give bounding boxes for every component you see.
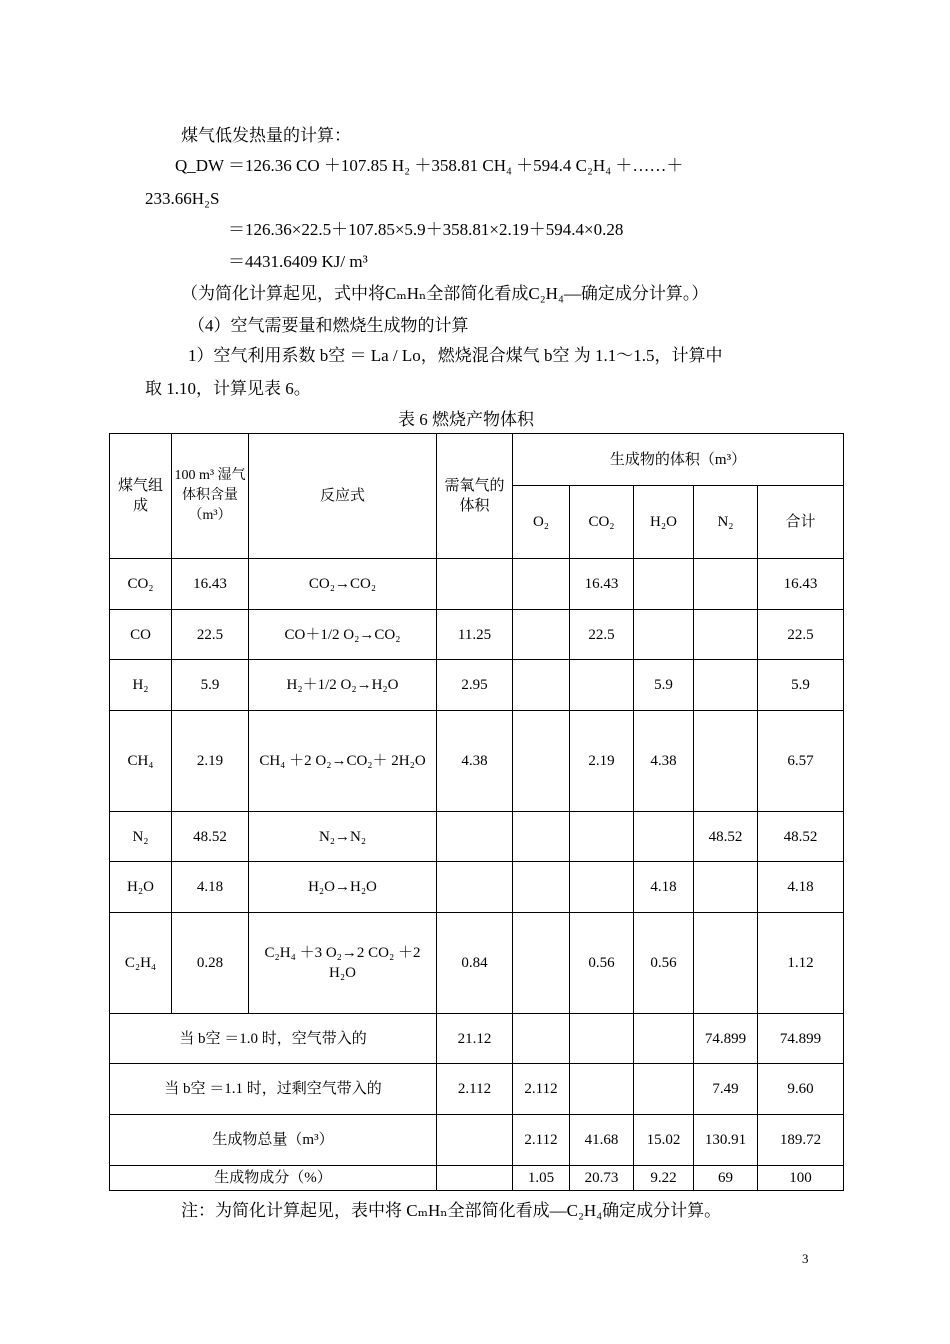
formula-line-4: ＝4431.6409 KJ/ m³ (228, 252, 368, 271)
formula-line-3: ＝126.36×22.5＋107.85×5.9＋358.81×2.19＋594.4×0.28 (228, 220, 624, 239)
header-o2: O₂ (513, 486, 570, 559)
cell-content: 0.28 (172, 913, 249, 1014)
cell-o2 (513, 610, 570, 660)
table-row (110, 559, 844, 610)
cell-gas: N₂ (110, 812, 172, 862)
text-line-4: 取 1.10，计算见表 6。 (145, 379, 311, 398)
cell-gas: CH₄ (110, 711, 172, 812)
table-row (110, 862, 844, 913)
cell-oxygen: 21.12 (437, 1014, 513, 1064)
table-row (110, 610, 844, 660)
cell-content: 5.9 (172, 660, 249, 711)
cell-h2o (634, 610, 694, 660)
cell-gas: CO (110, 610, 172, 660)
cell-reaction: H₂＋1/2 O₂→H₂O (249, 660, 437, 711)
cell-total: 22.5 (758, 610, 844, 660)
cell-total: 6.57 (758, 711, 844, 812)
cell-oxygen: 0.84 (437, 913, 513, 1014)
cell-total: 5.9 (758, 660, 844, 711)
cell-gas: CO₂ (110, 559, 172, 610)
table-note: 注：为简化计算起见，表中将 CₘHₙ全部简化看成—C₂H₄确定成分计算。 (181, 1201, 722, 1220)
cell-h2o: 4.38 (634, 711, 694, 812)
cell-n2: 7.49 (694, 1064, 758, 1115)
cell-n2 (694, 559, 758, 610)
header-oxygen: 需氧气的体积 (437, 434, 513, 559)
cell-co2: 22.5 (570, 610, 634, 660)
cell-n2 (694, 610, 758, 660)
cell-h2o (634, 559, 694, 610)
text-line-2: （为简化计算起见，式中将CₘHₙ全部简化看成C₂H₄—确定成分计算。） (181, 284, 709, 303)
cell-h2o (634, 1014, 694, 1064)
cell-label: 当 b空 ＝1.0 时，空气带入的 (110, 1014, 437, 1064)
table-row (110, 660, 844, 711)
header-gas: 煤气组成 (110, 434, 172, 559)
cell-gas: H₂ (110, 660, 172, 711)
cell-co2 (570, 660, 634, 711)
cell-oxygen: 2.95 (437, 660, 513, 711)
table-row (110, 711, 844, 812)
cell-co2 (570, 1014, 634, 1064)
air-row-2 (110, 1064, 844, 1115)
header-content: 100 m³ 湿气体积含量（m³） (172, 434, 249, 559)
cell-h2o (634, 812, 694, 862)
cell-content: 22.5 (172, 610, 249, 660)
cell-h2o: 9.22 (634, 1166, 694, 1191)
cell-n2 (694, 913, 758, 1014)
cell-o2 (513, 1014, 570, 1064)
text-line-3: 1）空气利用系数 b空 ＝ La / Lo，燃烧混合煤气 b空 为 1.1～1.5，计算中 (188, 346, 723, 365)
cell-co2: 2.19 (570, 711, 634, 812)
cell-total: 1.12 (758, 913, 844, 1014)
cell-n2 (694, 862, 758, 913)
cell-reaction: CO＋1/2 O₂→CO₂ (249, 610, 437, 660)
header-n2: N₂ (694, 486, 758, 559)
header-total: 合计 (758, 486, 844, 559)
cell-o2 (513, 812, 570, 862)
cell-o2 (513, 660, 570, 711)
cell-label: 生成物总量（m³） (110, 1115, 437, 1166)
cell-n2: 48.52 (694, 812, 758, 862)
cell-total: 100 (758, 1166, 844, 1191)
cell-content: 2.19 (172, 711, 249, 812)
cell-o2 (513, 862, 570, 913)
header-co2: CO₂ (570, 486, 634, 559)
cell-n2: 130.91 (694, 1115, 758, 1166)
cell-o2 (513, 711, 570, 812)
air-row-1 (110, 1014, 844, 1064)
cell-label: 生成物成分（%） (110, 1166, 437, 1191)
cell-total: 4.18 (758, 862, 844, 913)
cell-h2o (634, 1064, 694, 1115)
table-row (110, 913, 844, 1014)
cell-total: 9.60 (758, 1064, 844, 1115)
cell-n2: 74.899 (694, 1014, 758, 1064)
cell-h2o: 0.56 (634, 913, 694, 1014)
cell-oxygen (437, 862, 513, 913)
cell-o2: 2.112 (513, 1064, 570, 1115)
cell-reaction: N₂→N₂ (249, 812, 437, 862)
header-reaction: 反应式 (249, 434, 437, 559)
cell-total: 16.43 (758, 559, 844, 610)
cell-oxygen (437, 1166, 513, 1191)
cell-co2 (570, 862, 634, 913)
cell-oxygen: 2.112 (437, 1064, 513, 1115)
cell-reaction: H₂O→H₂O (249, 862, 437, 913)
cell-co2 (570, 812, 634, 862)
cell-content: 16.43 (172, 559, 249, 610)
cell-h2o: 4.18 (634, 862, 694, 913)
header-products: 生成物的体积（m³） (513, 434, 844, 486)
cell-total: 74.899 (758, 1014, 844, 1064)
cell-n2 (694, 660, 758, 711)
cell-total: 189.72 (758, 1115, 844, 1166)
cell-co2 (570, 1064, 634, 1115)
cell-n2 (694, 711, 758, 812)
cell-oxygen: 11.25 (437, 610, 513, 660)
cell-oxygen (437, 812, 513, 862)
cell-o2: 2.112 (513, 1115, 570, 1166)
formula-line-2: 233.66H₂S (145, 189, 220, 208)
cell-reaction: CO₂→CO₂ (249, 559, 437, 610)
cell-content: 48.52 (172, 812, 249, 862)
table-row (110, 812, 844, 862)
cell-o2 (513, 913, 570, 1014)
sum-row (110, 1115, 844, 1166)
cell-h2o: 5.9 (634, 660, 694, 711)
cell-co2: 41.68 (570, 1115, 634, 1166)
cell-o2: 1.05 (513, 1166, 570, 1191)
percent-row (110, 1166, 844, 1191)
cell-reaction: CH₄ ＋2 O₂→CO₂＋ 2H₂O (249, 711, 437, 812)
cell-reaction: C₂H₄ ＋3 O₂→2 CO₂ ＋2 H₂O (249, 913, 437, 1014)
section-heading: （4）空气需要量和燃烧生成物的计算 (188, 316, 469, 335)
table-caption: 表 6 燃烧产物体积 (398, 410, 534, 429)
cell-label: 当 b空 ＝1.1 时，过剩空气带入的 (110, 1064, 437, 1115)
cell-oxygen: 4.38 (437, 711, 513, 812)
combustion-products-table (109, 433, 844, 1191)
cell-gas: C₂H₄ (110, 913, 172, 1014)
cell-content: 4.18 (172, 862, 249, 913)
cell-total: 48.52 (758, 812, 844, 862)
cell-co2: 16.43 (570, 559, 634, 610)
cell-h2o: 15.02 (634, 1115, 694, 1166)
header-h2o: H₂O (634, 486, 694, 559)
formula-line-1: Q_DW ＝126.36 CO ＋107.85 H₂ ＋358.81 CH₄ ＋594.4 C₂H₄ ＋……＋ (175, 156, 684, 175)
cell-co2: 0.56 (570, 913, 634, 1014)
cell-gas: H₂O (110, 862, 172, 913)
cell-o2 (513, 559, 570, 610)
cell-oxygen (437, 1115, 513, 1166)
cell-co2: 20.73 (570, 1166, 634, 1191)
page-number: 3 (802, 1251, 809, 1266)
cell-n2: 69 (694, 1166, 758, 1191)
cell-oxygen (437, 559, 513, 610)
text-line-1: 煤气低发热量的计算： (181, 126, 351, 145)
